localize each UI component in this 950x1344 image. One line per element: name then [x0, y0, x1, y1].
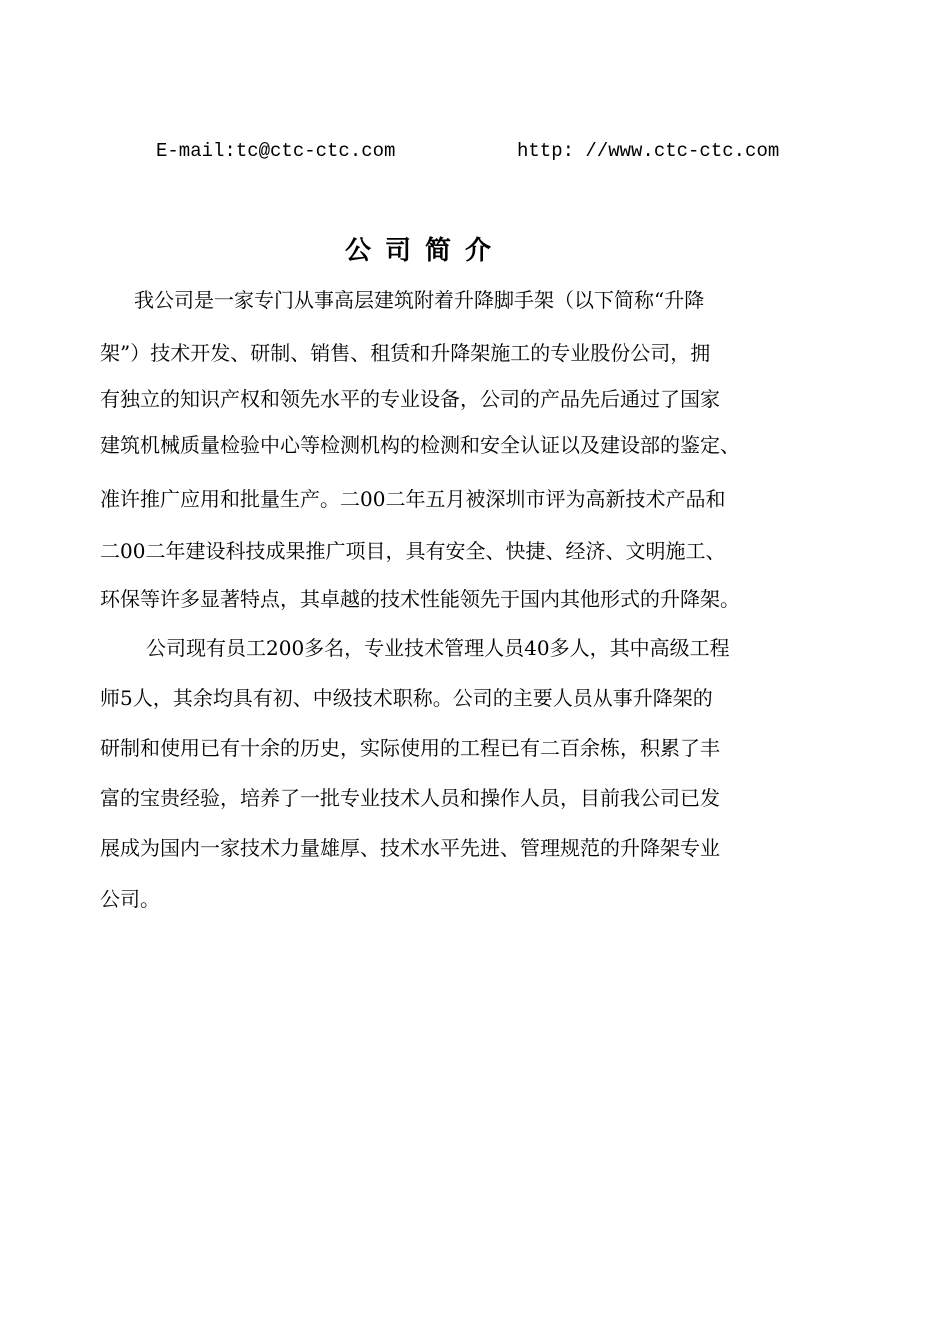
paragraph-line: 有独立的知识产权和领先水平的专业设备，公司的产品先后通过了国家: [100, 387, 720, 411]
paragraph-line: 研制和使用已有十余的历史，实际使用的工程已有二百余栋，积累了丰: [100, 736, 720, 760]
paragraph-line: 展成为国内一家技术力量雄厚、技术水平先进、管理规范的升降架专业: [100, 836, 720, 860]
paragraph-line: 二00二年建设科技成果推广项目，具有安全、快捷、经济、文明施工、: [100, 539, 726, 563]
paragraph-line: 环保等许多显著特点，其卓越的技术性能领先于国内其他形式的升降架。: [100, 587, 740, 611]
paragraph-line: 建筑机械质量检验中心等检测机构的检测和安全认证以及建设部的鉴定、: [100, 433, 740, 457]
email-address: E-mail:tc@ctc-ctc.com: [156, 140, 396, 162]
paragraph-line: 富的宝贵经验，培养了一批专业技术人员和操作人员，目前我公司已发: [100, 786, 720, 810]
paragraph-line: 师5人，其余均具有初、中级技术职称。公司的主要人员从事升降架的: [100, 686, 713, 710]
page-title: 公司简介: [344, 236, 505, 266]
paragraph-line: 公司现有员工200多名，专业技术管理人员40多人，其中高级工程: [146, 636, 730, 660]
website-url: http: //www.ctc-ctc.com: [517, 140, 780, 162]
paragraph-line: 公司。: [100, 887, 160, 911]
paragraph-line: 我公司是一家专门从事高层建筑附着升降脚手架（以下简称“升降: [134, 288, 705, 312]
paragraph-line: 准许推广应用和批量生产。二00二年五月被深圳市评为高新技术产品和: [100, 487, 726, 511]
paragraph-line: 架”）技术开发、研制、销售、租赁和升降架施工的专业股份公司，拥: [100, 341, 711, 365]
